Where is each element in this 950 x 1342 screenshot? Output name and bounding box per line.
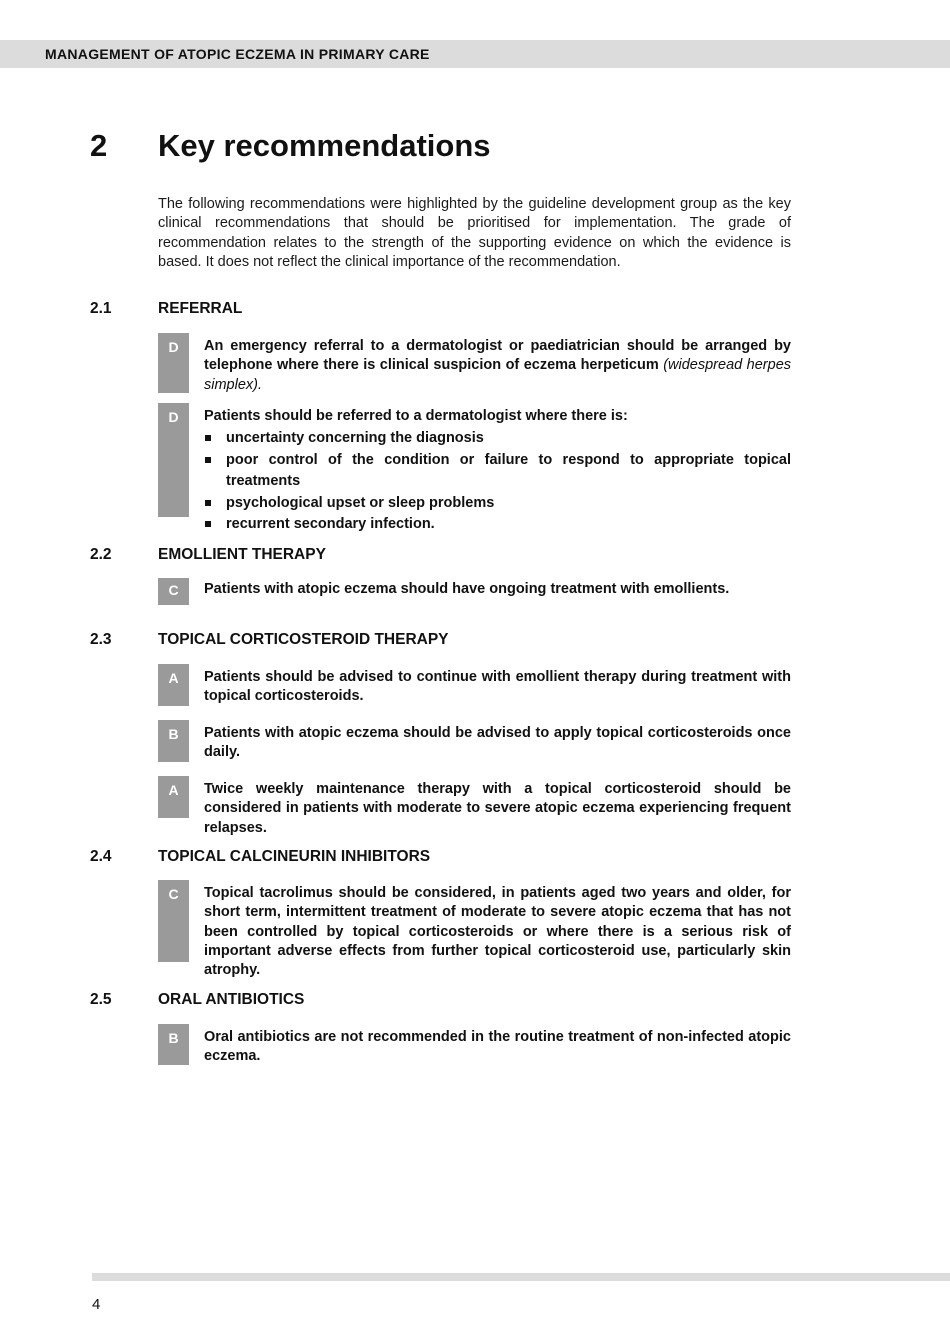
page-number: 4 (92, 1296, 101, 1313)
recommendation-text: Oral antibiotics are not recommended in the routine treatment of non-infected atopic eczema. (204, 1029, 791, 1065)
bullet-icon (205, 500, 211, 506)
list-item (204, 450, 791, 493)
chapter-title: Key recommendations (158, 128, 491, 163)
grade-badge: A (158, 664, 189, 706)
list-item-text: recurrent secondary infection. (226, 516, 435, 533)
grade-badge: B (158, 1024, 189, 1065)
section-number: 2.4 (90, 848, 112, 865)
list-item (204, 428, 791, 450)
section-title: REFERRAL (158, 300, 243, 317)
running-header-title: MANAGEMENT OF ATOPIC ECZEMA IN PRIMARY CARE (45, 46, 430, 62)
recommendation-box (158, 776, 791, 836)
section-number: 2.2 (90, 546, 112, 563)
recommendation-box (158, 720, 791, 762)
recommendation-text: Patients with atopic eczema should be advised to apply topical corticosteroids once daily. (204, 725, 791, 761)
recommendation-box (158, 578, 791, 605)
list-item-text: uncertainty concerning the diagnosis (226, 430, 484, 447)
bullet-icon (205, 435, 211, 441)
footer-rule (92, 1273, 950, 1281)
bullet-icon (205, 457, 211, 463)
section-number: 2.3 (90, 631, 112, 648)
grade-badge: D (158, 403, 189, 517)
section-title: EMOLLIENT THERAPY (158, 546, 326, 563)
recommendation-text (204, 337, 791, 395)
grade-badge: D (158, 333, 189, 393)
section-number: 2.1 (90, 300, 112, 317)
recommendation-lead-text: Patients should be referred to a dermatologist where there is: (204, 408, 628, 424)
recommendation-box (158, 664, 791, 706)
bullet-icon (205, 521, 211, 527)
list-item-text: poor control of the condition or failure to respond to appropriate topical treatments (226, 451, 791, 490)
recommendation-text: Patients with atopic eczema should have ongoing treatment with emollients. (204, 581, 730, 597)
grade-badge: A (158, 776, 189, 818)
recommendation-text (204, 407, 791, 536)
recommendation-box (158, 880, 791, 979)
recommendation-text: Patients should be advised to continue with emollient therapy during treatment with topical corticosteroids. (204, 669, 791, 705)
recommendation-box (158, 333, 791, 393)
list-item (204, 493, 791, 515)
section-title: TOPICAL CORTICOSTEROID THERAPY (158, 631, 449, 648)
recommendation-box (158, 403, 791, 533)
recommendation-italic-note: (widespread herpes simplex). (204, 357, 792, 393)
list-item (204, 514, 791, 536)
section-title: ORAL ANTIBIOTICS (158, 991, 305, 1008)
section-title: TOPICAL CALCINEURIN INHIBITORS (158, 848, 431, 865)
recommendation-main-text: An emergency referral to a dermatologist or paediatrician should be arranged by telephone where there is clinical suspicion of eczema herpeticum (204, 338, 791, 374)
recommendation-box (158, 1024, 791, 1065)
recommendation-text: Topical tacrolimus should be considered, in patients aged two years and older, for short term, intermittent treatment of moderate to severe atopic eczema that has not been controlled by topical corticosteroids or where there is a serious risk of important adverse effects from further topical corticosteroid use, particularly skin atrophy. (204, 885, 791, 979)
grade-badge: C (158, 880, 189, 962)
intro-paragraph: The following recommendations were highlighted by the guideline development group as the key clinical recommendations that should be prioritised for implementation. The grade of recommendation relates to the strength of the supporting evidence on which the evidence is based. It does not reflect the clinical importance of the recommendation. (158, 196, 791, 270)
section-number: 2.5 (90, 991, 112, 1008)
grade-badge: C (158, 578, 189, 605)
recommendation-text: Twice weekly maintenance therapy with a topical corticosteroid should be considered in patients with moderate to severe atopic eczema experiencing frequent relapses. (204, 781, 791, 836)
chapter-number: 2 (90, 128, 108, 163)
running-header (0, 40, 950, 68)
list-item-text: psychological upset or sleep problems (226, 494, 495, 511)
referral-criteria-list (204, 428, 791, 536)
grade-badge: B (158, 720, 189, 762)
